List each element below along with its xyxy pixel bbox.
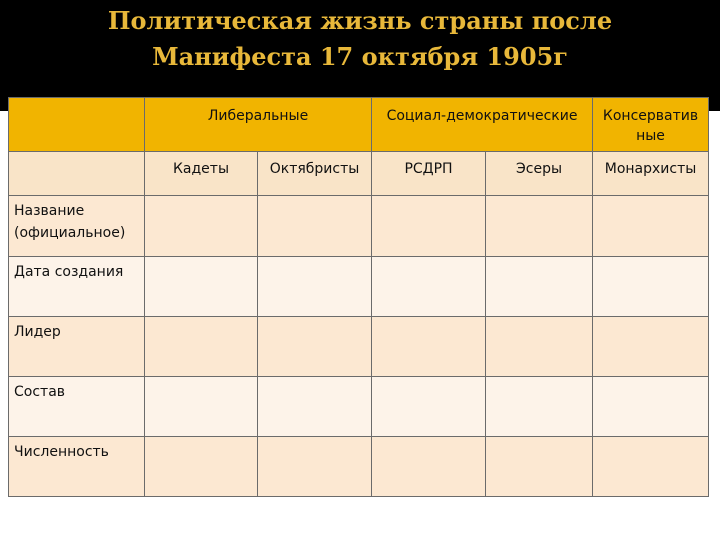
table-cell[interactable]	[486, 196, 593, 257]
table-cell[interactable]	[372, 437, 486, 497]
table-cell[interactable]	[145, 257, 258, 317]
slide-title-line-2: Манифеста 17 октября 1905г	[152, 42, 568, 71]
table-cell[interactable]	[486, 317, 593, 377]
table-cell[interactable]	[486, 377, 593, 437]
table-cell[interactable]	[145, 377, 258, 437]
group-header-liberal: Либеральные	[145, 98, 372, 152]
group-header-social-democratic: Социал-демократические	[372, 98, 593, 152]
table-row	[9, 437, 709, 497]
table-cell[interactable]	[258, 437, 372, 497]
table-row	[9, 196, 709, 257]
party-header-monarchists: Монархисты	[593, 152, 709, 196]
table-cell[interactable]	[486, 437, 593, 497]
table-cell[interactable]	[593, 317, 709, 377]
table-cell[interactable]	[372, 377, 486, 437]
table-row	[9, 257, 709, 317]
corner-cell	[9, 98, 145, 152]
table-cell[interactable]	[593, 377, 709, 437]
table-cell[interactable]	[593, 257, 709, 317]
table-cell[interactable]	[145, 196, 258, 257]
table-cell[interactable]	[593, 196, 709, 257]
table-cell[interactable]	[145, 437, 258, 497]
party-header-rsdrp: РСДРП	[372, 152, 486, 196]
table-cell[interactable]	[372, 317, 486, 377]
party-header-esers: Эсеры	[486, 152, 593, 196]
parties-table	[8, 97, 709, 497]
table-row	[9, 317, 709, 377]
group-header-row	[9, 98, 709, 152]
table-cell[interactable]	[258, 196, 372, 257]
row-label: Дата создания	[9, 257, 145, 317]
table-cell[interactable]	[372, 257, 486, 317]
party-header-octobrists: Октябристы	[258, 152, 372, 196]
row-label: Название (официальное)	[9, 196, 145, 257]
table-cell[interactable]	[372, 196, 486, 257]
title-bar	[0, 0, 720, 111]
table-cell[interactable]	[258, 377, 372, 437]
table-cell[interactable]	[593, 437, 709, 497]
party-header-row	[9, 152, 709, 196]
party-header-cadets: Кадеты	[145, 152, 258, 196]
row-label: Численность	[9, 437, 145, 497]
table-cell[interactable]	[258, 257, 372, 317]
table-row	[9, 377, 709, 437]
table-cell[interactable]	[145, 317, 258, 377]
row-label: Лидер	[9, 317, 145, 377]
table-cell[interactable]	[486, 257, 593, 317]
row-label: Состав	[9, 377, 145, 437]
group-header-conservative: Консерватив ные	[593, 98, 709, 152]
corner-cell-2	[9, 152, 145, 196]
slide-title-line-1: Политическая жизнь страны после	[107, 6, 613, 35]
table-cell[interactable]	[258, 317, 372, 377]
